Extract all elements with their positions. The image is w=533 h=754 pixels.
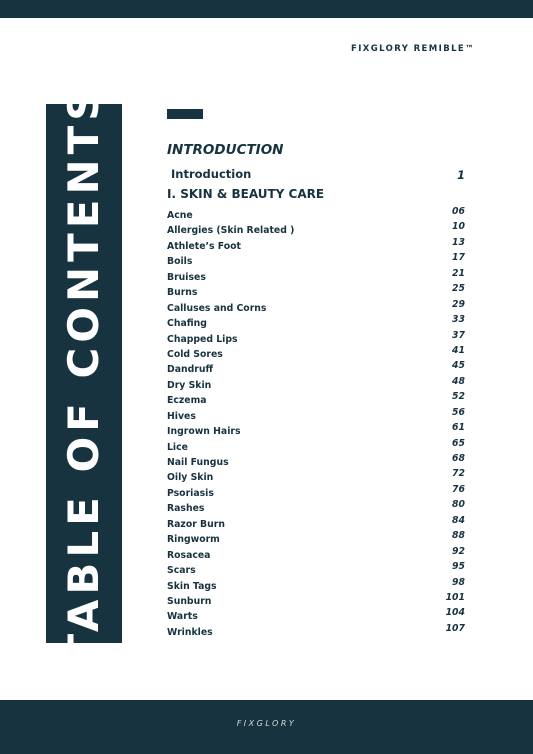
sidebar-title: TABLE OF CONTENTS (59, 84, 108, 663)
toc-entry[interactable] (167, 375, 465, 393)
toc-entry-page: 107 (445, 622, 465, 634)
toc-entry[interactable] (167, 344, 465, 362)
toc-entry[interactable] (167, 437, 465, 455)
toc-entry[interactable] (167, 406, 465, 424)
toc-entry-label: Warts (167, 611, 198, 623)
toc-entry-label: Burns (167, 287, 198, 299)
toc-entry[interactable] (167, 285, 465, 300)
toc-entry-label: Dandruff (167, 364, 213, 376)
toc-entry[interactable] (167, 316, 465, 331)
toc-entry-label: Eczema (167, 395, 207, 407)
toc-entry-page: 61 (452, 422, 465, 434)
toc-entry-page: 06 (452, 206, 465, 217)
toc-entry-label: Rashes (167, 503, 205, 515)
toc-entry-label: Razor Burn (167, 518, 225, 530)
toc-entry-label: Oily Skin (167, 472, 214, 484)
toc-entry-label: Skin Tags (167, 580, 217, 592)
toc-entry[interactable] (167, 532, 465, 547)
toc-entry[interactable] (167, 545, 465, 563)
toc-entry-page: 56 (452, 406, 465, 418)
toc-entry-page: 92 (452, 545, 465, 557)
toc-entry[interactable] (167, 267, 465, 285)
toc-entry-page: 21 (452, 267, 465, 279)
toc-entry-label: Acne (167, 210, 193, 221)
toc-entry-page: 41 (452, 344, 465, 356)
toc-entry-label: Nail Fungus (167, 457, 229, 468)
toc-entry-page: 37 (452, 329, 465, 341)
toc-intro-label[interactable]: Introduction (171, 167, 252, 181)
toc-entry-page: 95 (452, 561, 465, 573)
toc-entry-label: Allergies (Skin Related ) (167, 225, 295, 237)
toc-entry[interactable] (167, 362, 465, 377)
toc-entry-page: 98 (452, 576, 465, 588)
toc-entry[interactable] (167, 470, 465, 485)
toc-entry[interactable] (167, 622, 465, 640)
toc-entry[interactable] (167, 591, 465, 609)
toc-entry-label: Ringworm (167, 534, 220, 546)
toc-entry-page: 65 (452, 437, 465, 449)
toc-entry-label: Hives (167, 410, 196, 422)
toc-entry-page: 101 (445, 591, 465, 603)
section-heading: INTRODUCTION (167, 142, 284, 158)
toc-entry-label: Chafing (167, 318, 207, 330)
toc-entry-page: 52 (452, 391, 465, 403)
toc-entry-label: Calluses and Corns (167, 302, 267, 314)
toc-entry[interactable] (167, 223, 465, 238)
toc-entry-page: 84 (452, 514, 465, 526)
sidebar-panel (46, 84, 122, 663)
toc-entry[interactable] (167, 455, 465, 470)
toc-entry-page: 68 (452, 453, 465, 464)
toc-entry[interactable] (167, 208, 465, 223)
toc-entry-label: Cold Sores (167, 348, 223, 360)
toc-entry-page: 48 (452, 375, 465, 387)
toc-entry-label: Psoriasis (167, 487, 214, 499)
toc-entry-label: Ingrown Hairs (167, 426, 241, 438)
toc-entry-label: Bruises (167, 271, 206, 283)
toc-entry[interactable] (167, 483, 465, 501)
toc-entry[interactable] (167, 393, 465, 408)
toc-entry-page: 104 (445, 607, 465, 619)
toc-entry-label: Athlete’s Foot (167, 240, 241, 252)
brand-header: FIXGLORY REMIBLE™ (350, 44, 475, 54)
toc-entry[interactable] (167, 424, 465, 439)
toc-entry-page: 13 (452, 236, 465, 248)
toc-entry-page: 76 (452, 483, 465, 495)
toc-intro-page: 1 (456, 168, 465, 182)
toc-entry-label: Sunburn (167, 595, 212, 607)
footer-text: FIXGLORY (236, 719, 297, 728)
toc-entry[interactable] (167, 329, 465, 347)
toc-entry[interactable] (167, 576, 465, 594)
toc-entry-page: 80 (452, 499, 465, 511)
toc-entry[interactable] (167, 501, 465, 516)
toc-list (167, 208, 465, 640)
toc-entry-label: Scars (167, 565, 196, 577)
toc-entry-label: Chapped Lips (167, 333, 238, 345)
toc-entry-label: Dry Skin (167, 379, 212, 391)
top-bar (0, 0, 533, 18)
toc-entry[interactable] (167, 514, 465, 532)
toc-entry[interactable] (167, 563, 465, 578)
toc-entry-page: 45 (452, 360, 465, 372)
toc-entry-label: Rosacea (167, 549, 211, 561)
toc-entry-page: 88 (452, 530, 465, 542)
toc-entry-page: 25 (452, 283, 465, 295)
toc-entry[interactable] (167, 298, 465, 316)
toc-entry-page: 72 (452, 468, 465, 480)
toc-entry-page: 17 (452, 252, 465, 264)
toc-entry-page: 29 (452, 298, 465, 310)
toc-entry[interactable] (167, 254, 465, 269)
toc-entry-page: 10 (452, 221, 465, 233)
bottom-bar (0, 700, 533, 754)
accent-bar (167, 109, 203, 119)
toc-entry-page: 33 (452, 314, 465, 326)
toc-entry[interactable] (167, 236, 465, 254)
toc-entry-label: Boils (167, 256, 193, 268)
toc-entry-label: Lice (167, 441, 188, 453)
toc-entry-label: Wrinkles (167, 626, 213, 638)
toc-entry[interactable] (167, 609, 465, 624)
part-heading: I. SKIN & BEAUTY CARE (167, 187, 325, 201)
